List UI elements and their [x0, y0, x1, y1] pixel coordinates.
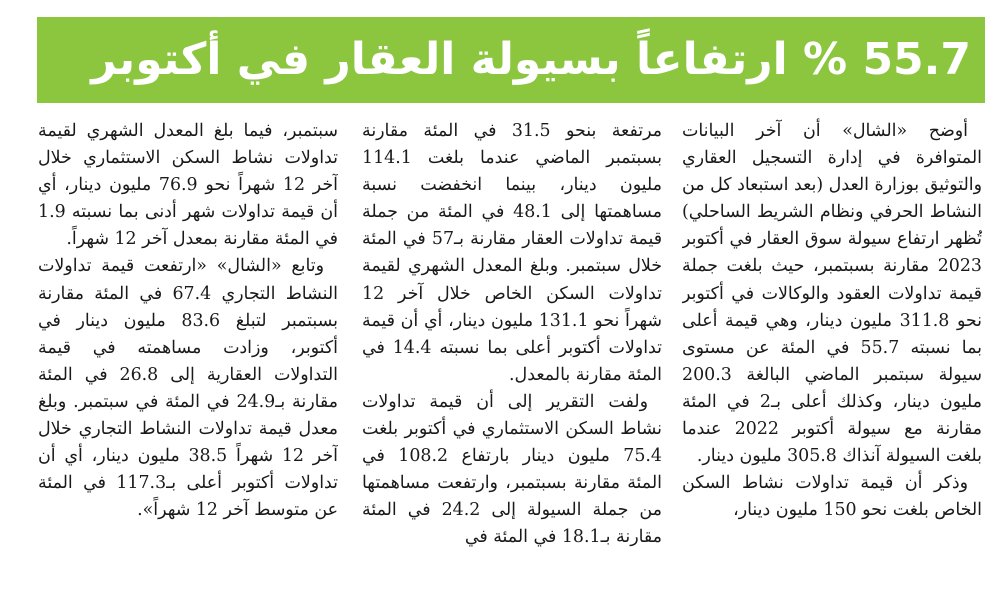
paragraph: ولفت التقرير إلى أن قيمة تداولات نشاط السكن الاستثماري في أكتوبر بلغت 75.4 مليون دينار بارتفاع 108.2 في المئة مقارنة بسبتمبر، وارتفعت مساهمتها من جملة السيولة إلى 24.2 في المئة مقارنة بـ18.1 في المئة في	[362, 391, 662, 548]
article-column-3	[38, 118, 338, 598]
paragraph: أوضح «الشال» أن آخر البيانات المتوافرة في إدارة التسجيل العقاري والتوثيق بوزارة العدل (بعد استبعاد كل من النشاط الحرفي ونظام الشريط الساحلي) تُظهر ارتفاع سيولة سوق العقار في أكتوبر 2023 مقارنة بسبتمبر، حيث بلغت جملة قيمة تداولات العقود والوكالات في أكتوبر نحو 311.8 مليون دينار، وهي قيمة أعلى بما نسبته 55.7 في المئة عن مستوى سيولة سبتمبر الماضي البالغة 200.3 مليون دينار، وكذلك أعلى بـ2 في المئة مقارنة مع سيولة أكتوبر 2022 عندما بلغت السيولة آنذاك 305.8 مليون دينار.	[682, 121, 982, 467]
article-column-1	[682, 118, 982, 598]
paragraph: مرتفعة بنحو 31.5 في المئة مقارنة بسبتمبر الماضي عندما بلغت 114.1 مليون دينار، بينما انخفضت نسبة مساهمتها إلى 48.1 في المئة من جملة قيمة تداولات العقار مقارنة بـ57 في المئة خلال سبتمبر. وبلغ المعدل الشهري لقيمة تداولات السكن الخاص خلال آخر 12 شهراً نحو 131.1 مليون دينار، أي أن قيمة تداولات أكتوبر أعلى بما نسبته 14.4 في المئة مقارنة بالمعدل.	[362, 121, 662, 385]
paragraph: سبتمبر، فيما بلغ المعدل الشهري لقيمة تداولات نشاط السكن الاستثماري خلال آخر 12 شهراً نحو 76.9 مليون دينار، أي أن قيمة تداولات شهر أدنى بما نسبته 1.9 في المئة مقارنة بمعدل آخر 12 شهراً.	[38, 121, 338, 250]
headline: 55.7 % ارتفاعاً بسيولة العقار في أكتوبر	[91, 34, 971, 85]
article-body	[38, 118, 982, 598]
article-column-2	[362, 118, 662, 598]
headline-banner	[37, 17, 985, 103]
paragraph: وتابع «الشال» «ارتفعت قيمة تداولات النشاط التجاري 67.4 في المئة مقارنة بسبتمبر لتبلغ 83.6 مليون دينار في أكتوبر، وزادت مساهمته في قيمة التداولات العقارية إلى 26.8 في المئة مقارنة بـ24.9 في المئة في سبتمبر. وبلغ معدل قيمة تداولات النشاط التجاري خلال آخر 12 شهراً 38.5 مليون دينار، أي أن تداولات أكتوبر أعلى بـ117.3 في المئة عن متوسط آخر 12 شهراً».	[38, 256, 338, 521]
paragraph: وذكر أن قيمة تداولات نشاط السكن الخاص بلغت نحو 150 مليون دينار،	[682, 473, 982, 521]
